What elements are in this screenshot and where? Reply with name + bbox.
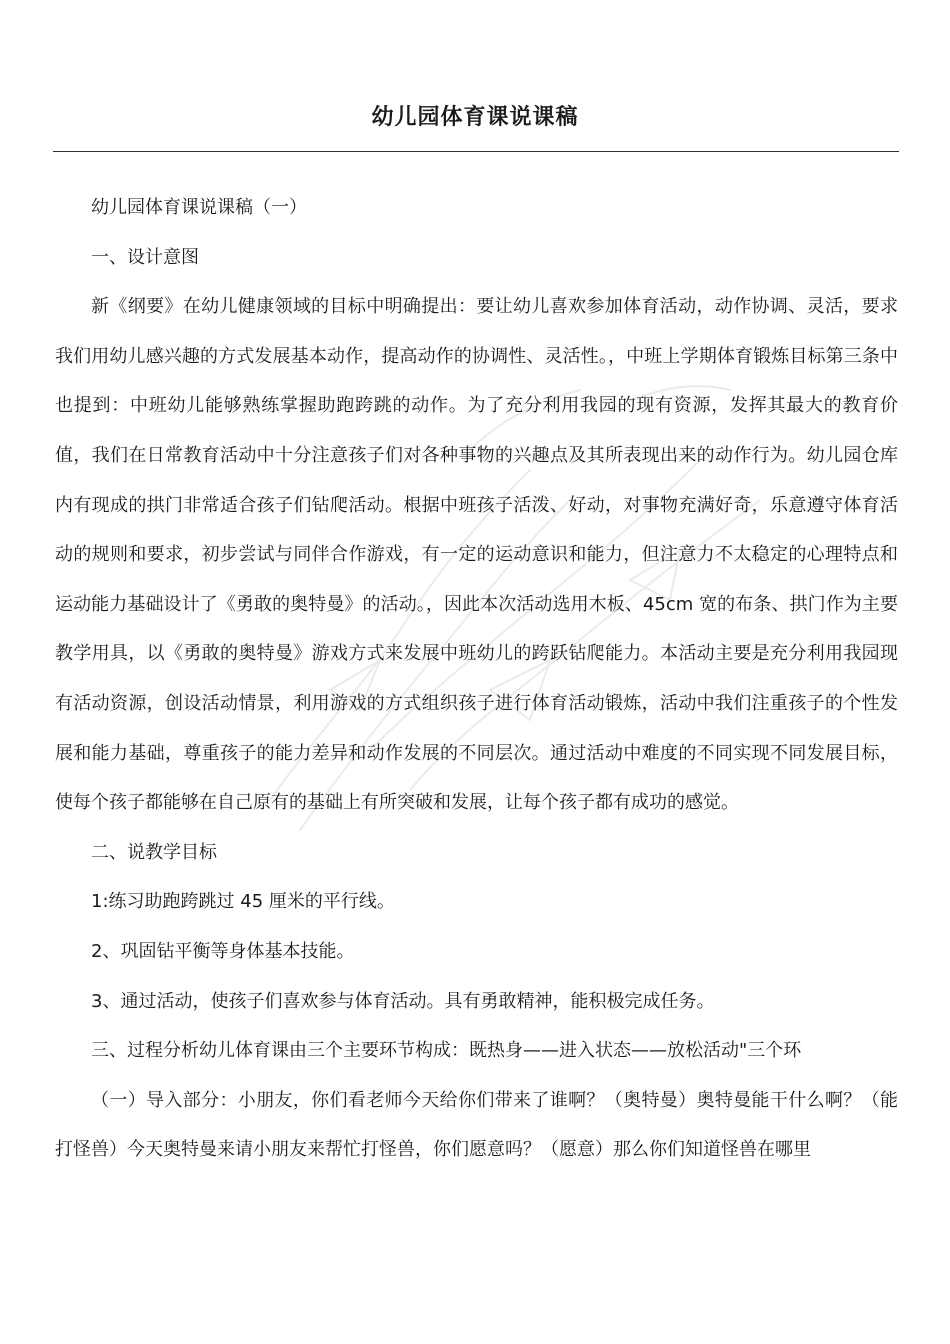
document-body — [55, 183, 898, 1175]
list-item: 2、巩固钻平衡等身体基本技能。 — [91, 940, 355, 962]
list-item: 1:练习助跑跨跳过 45 厘米的平行线。 — [91, 891, 395, 913]
list-item: 3、通过活动，使孩子们喜欢参与体育活动。具有勇敢精神，能积极完成任务。 — [91, 990, 715, 1012]
section-heading: 幼儿园体育课说课稿（一） — [91, 197, 307, 218]
title-divider — [53, 151, 899, 152]
body-paragraph: 新《纲要》在幼儿健康领域的目标中明确提出：要让幼儿喜欢参加体育活动，动作协调、灵活，要求我们用幼儿感兴趣的方式发展基本动作，提高动作的协调性、灵活性。，中班上学期体育锻炼目标第三条中也提到：中班幼儿能够熟练掌握助跑跨跳的动作。为了充分利用我园的现有资源，发挥其最大的教育价值，我们在日常教育活动中十分注意孩子们对各种事物的兴趣点及其所表现出来的动作行为。幼儿园仓库内有现成的拱门非常适合孩子们钻爬活动。根据中班孩子活泼、好动，对事物充满好奇，乐意遵守体育活动的规则和要求，初步尝试与同伴合作游戏，有一定的运动意识和能力，但注意力不太稳定的心理特点和运动能力基础设计了《勇敢的奥特曼》的活动。，因此本次活动选用木板、45cm 宽的布条、拱门作为主要教学用具，以《勇敢的奥特曼》游戏方式来发展中班幼儿的跨跃钻爬能力。本活动主要是充分利用我园现有活动资源，创设活动情景，利用游戏的方式组织孩子进行体育活动锻炼，活动中我们注重孩子的个性发展和能力基础，尊重孩子的能力差异和动作发展的不同层次。通过活动中难度的不同实现不同发展目标，使每个孩子都能够在自己原有的基础上有所突破和发展，让每个孩子都有成功的感觉。 — [55, 296, 898, 814]
body-paragraph: （一）导入部分：小朋友，你们看老师今天给你们带来了谁啊？（奥特曼）奥特曼能干什么啊？（能打怪兽）今天奥特曼来请小朋友来帮忙打怪兽，你们愿意吗？（愿意）那么你们知道怪兽在哪里 — [55, 1089, 898, 1161]
section-heading: 三、过程分析幼儿体育课由三个主要环节构成：既热身——进入状态——放松活动"三个环 — [91, 1040, 802, 1062]
section-heading: 二、说教学目标 — [91, 841, 217, 863]
document-title: 幼儿园体育课说课稿 — [371, 105, 579, 130]
section-heading: 一、设计意图 — [91, 246, 199, 268]
